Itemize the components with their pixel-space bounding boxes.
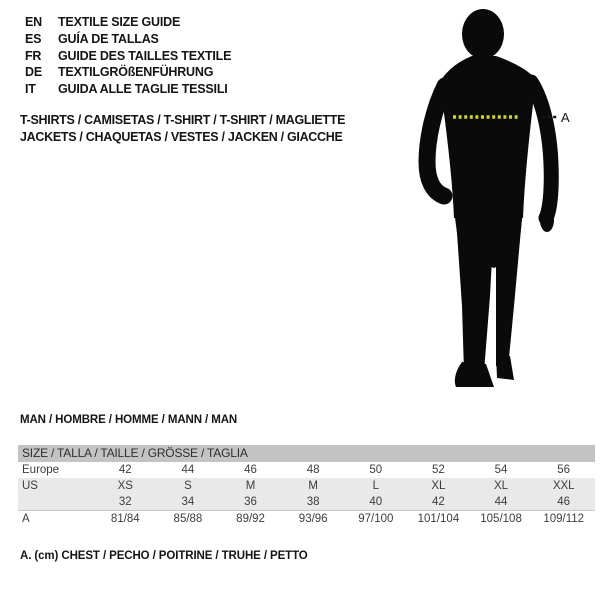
language-row-es [25, 31, 231, 48]
size-cell: 101/104 [417, 513, 460, 525]
language-code: DE [25, 65, 42, 80]
size-cell: 34 [181, 496, 195, 508]
measure-label-a: A [561, 110, 570, 125]
size-cell: M [308, 480, 318, 492]
section-title-man: MAN / HOMBRE / HOMME / MANN / MAN [20, 414, 238, 426]
size-cell: 38 [306, 496, 320, 508]
silhouette-right-leg [496, 218, 522, 368]
size-cell: 46 [244, 464, 257, 476]
silhouette-torso [440, 56, 536, 218]
silhouette-right-hand [540, 208, 554, 232]
size-cell: 93/96 [298, 513, 328, 525]
size-cell: 44 [181, 464, 195, 476]
size-cell: 42 [118, 464, 132, 476]
size-cell: 97/100 [358, 513, 394, 525]
table-row-us [18, 478, 595, 494]
man-silhouette [410, 6, 575, 396]
language-row-fr [25, 48, 231, 65]
size-cell: M [245, 480, 256, 492]
table-row-numeric [18, 494, 595, 511]
row-label: A [22, 513, 30, 525]
language-row-en [25, 14, 231, 31]
measurement-footnote: A. (cm) CHEST / PECHO / POITRINE / TRUHE / PETTO [20, 550, 308, 562]
size-cell: 89/92 [236, 513, 265, 525]
row-label: Europe [22, 464, 60, 476]
language-code: FR [25, 48, 42, 63]
silhouette-left-leg [456, 218, 494, 372]
size-cell: XL [494, 480, 509, 492]
size-cell: 52 [432, 464, 445, 476]
size-cell: XL [431, 480, 446, 492]
language-code: EN [25, 15, 42, 29]
size-cell: 32 [118, 496, 132, 508]
table-row-chest-cm [18, 511, 595, 527]
size-cell: 54 [494, 464, 508, 476]
category-tshirts: T-SHIRTS / CAMISETAS / T-SHIRT / T-SHIRT / MAGLIETTE [20, 113, 346, 127]
language-title: GUIDA ALLE TAGLIE TESSILI [58, 82, 228, 97]
size-cell: 48 [306, 464, 320, 476]
size-cell: 36 [244, 496, 257, 508]
size-cell: 85/88 [173, 513, 203, 525]
silhouette-head [462, 9, 504, 59]
table-row-europe [18, 462, 595, 478]
language-title: TEXTILGRÖßENFÜHRUNG [58, 65, 214, 80]
category-jackets: JACKETS / CHAQUETAS / VESTES / JACKEN / GIACCHE [20, 129, 343, 144]
size-cell: S [184, 480, 192, 492]
size-cell: 109/112 [543, 513, 585, 525]
size-cell: 50 [369, 464, 383, 476]
size-cell: XXL [552, 480, 575, 492]
size-cell: 44 [494, 496, 508, 508]
size-cell: 56 [557, 464, 571, 476]
size-cell: 46 [557, 496, 571, 508]
silhouette-right-arm [531, 82, 551, 218]
size-cell: L [372, 480, 380, 492]
language-title: GUIDE DES TAILLES TEXTILE [58, 48, 232, 63]
category-list [20, 112, 345, 146]
size-cell: 42 [432, 496, 445, 508]
size-cell: 105/108 [480, 513, 522, 525]
size-table-header: SIZE / TALLA / TAILLE / GRÖSSE / TAGLIA [18, 445, 595, 462]
language-title: GUÍA DE TALLAS [58, 31, 159, 46]
size-cell: 40 [369, 496, 383, 508]
size-cell: 81/84 [110, 513, 140, 525]
language-row-it [25, 81, 231, 98]
size-cell: XS [117, 480, 133, 492]
language-code: IT [25, 82, 36, 97]
language-row-de [25, 64, 231, 81]
language-title-list [25, 14, 231, 98]
language-code: ES [25, 31, 42, 46]
silhouette-left-arm [427, 86, 445, 196]
row-label: US [22, 480, 38, 492]
man-silhouette-figure [410, 6, 575, 396]
size-table [18, 445, 595, 527]
silhouette-right-foot [496, 354, 514, 380]
silhouette-left-foot [455, 362, 494, 387]
language-title: TEXTILE SIZE GUIDE [58, 15, 181, 29]
